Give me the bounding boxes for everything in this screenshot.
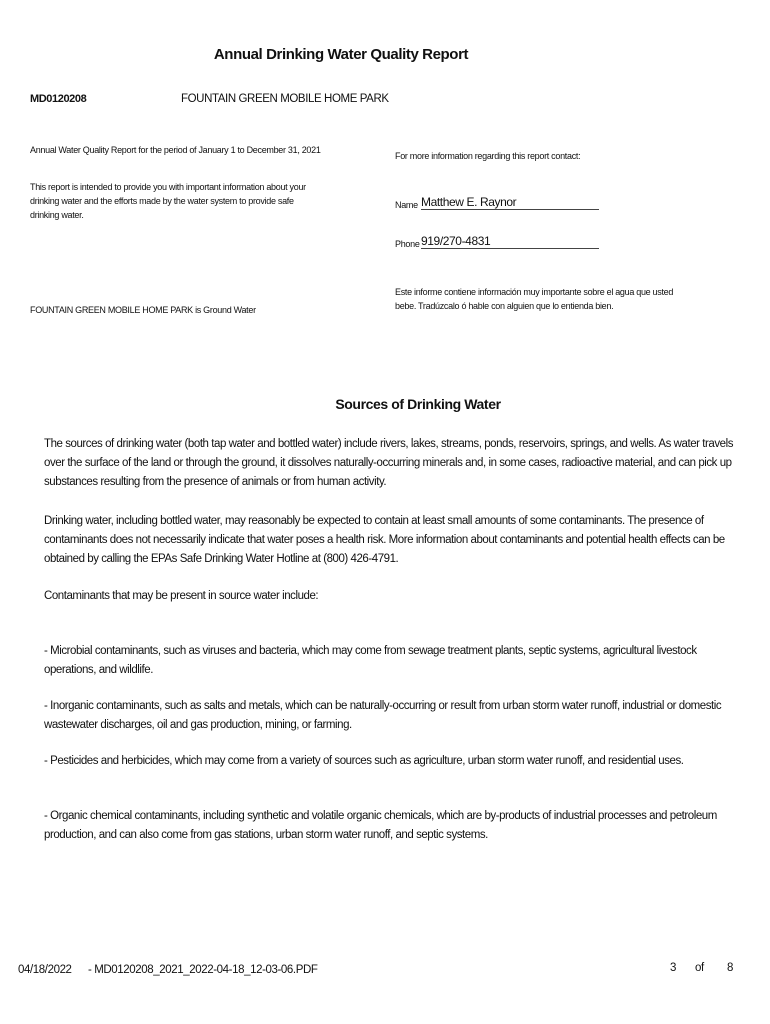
section-heading-sources: Sources of Drinking Water — [335, 396, 501, 412]
paragraph-sources: The sources of drinking water (both tap water and bottled water) include rivers, lakes, streams, ponds, reservoirs, springs, and wells. As water travels over the surface of the land or through the ground, it dissolves naturally-occurring minerals and, in some cases, radioactive material, and can pick up substances resulting from the presence of animals or from human activity. — [44, 438, 734, 488]
page-number-current: 3 — [670, 962, 676, 974]
list-item: - Pesticides and herbicides, which may come from a variety of sources such as agriculture, urban storm water runoff, and residential uses. — [44, 755, 684, 767]
footer-filename: - MD0120208_2021_2022-04-18_12-03-06.PDF — [88, 964, 318, 976]
contact-heading: For more information regarding this report contact: — [395, 151, 581, 161]
footer-date: 04/18/2022 — [18, 964, 72, 976]
phone-label: Phone — [395, 239, 420, 249]
source-type: FOUNTAIN GREEN MOBILE HOME PARK is Ground Water — [30, 305, 256, 315]
contact-phone-field[interactable]: 919/270-4831 — [421, 234, 599, 249]
contact-name-field[interactable]: Matthew E. Raynor — [421, 195, 599, 210]
pwsid: MD0120208 — [30, 93, 87, 105]
name-label: Name — [395, 200, 418, 210]
list-item: - Microbial contaminants, such as viruses and bacteria, which may come from sewage treatment plants, septic systems, agricultural livestock operations, and wildlife. — [44, 645, 697, 676]
page-number-total: 8 — [727, 962, 733, 974]
list-item: - Inorganic contaminants, such as salts and metals, which can be naturally-occurring or result from urban storm water runoff, industrial or domestic wastewater discharges, oil and gas production, mining, or farming. — [44, 700, 722, 731]
paragraph-contaminants: Drinking water, including bottled water, may reasonably be expected to contain at least small amounts of some contaminants. The presence of contaminants does not necessarily indicate that water poses a health risk. More information about contaminants and potential health effects can be obtained by calling the EPAs Safe Drinking Water Hotline at (800) 426-4791. — [44, 515, 725, 565]
spanish-notice: Este informe contiene información muy importante sobre el agua que usted bebe. Tradúzcalo ó hable con alguien que lo entienda bien. — [395, 287, 674, 311]
report-title: Annual Drinking Water Quality Report — [213, 46, 469, 63]
system-name: FOUNTAIN GREEN MOBILE HOME PARK — [181, 93, 389, 105]
paragraph-contaminant-list-intro: Contaminants that may be present in source water include: — [44, 590, 319, 602]
report-period: Annual Water Quality Report for the period of January 1 to December 31, 2021 — [30, 145, 321, 155]
report-intro: This report is intended to provide you with important information about your drinking water and the efforts made by the water system to provide safe drinking water. — [30, 182, 306, 220]
page-number-of: of — [695, 962, 704, 974]
list-item: - Organic chemical contaminants, including synthetic and volatile organic chemicals, which are by-products of industrial processes and petroleum production, and can also come from gas stations, urban storm water runoff, and septic systems. — [44, 810, 717, 841]
